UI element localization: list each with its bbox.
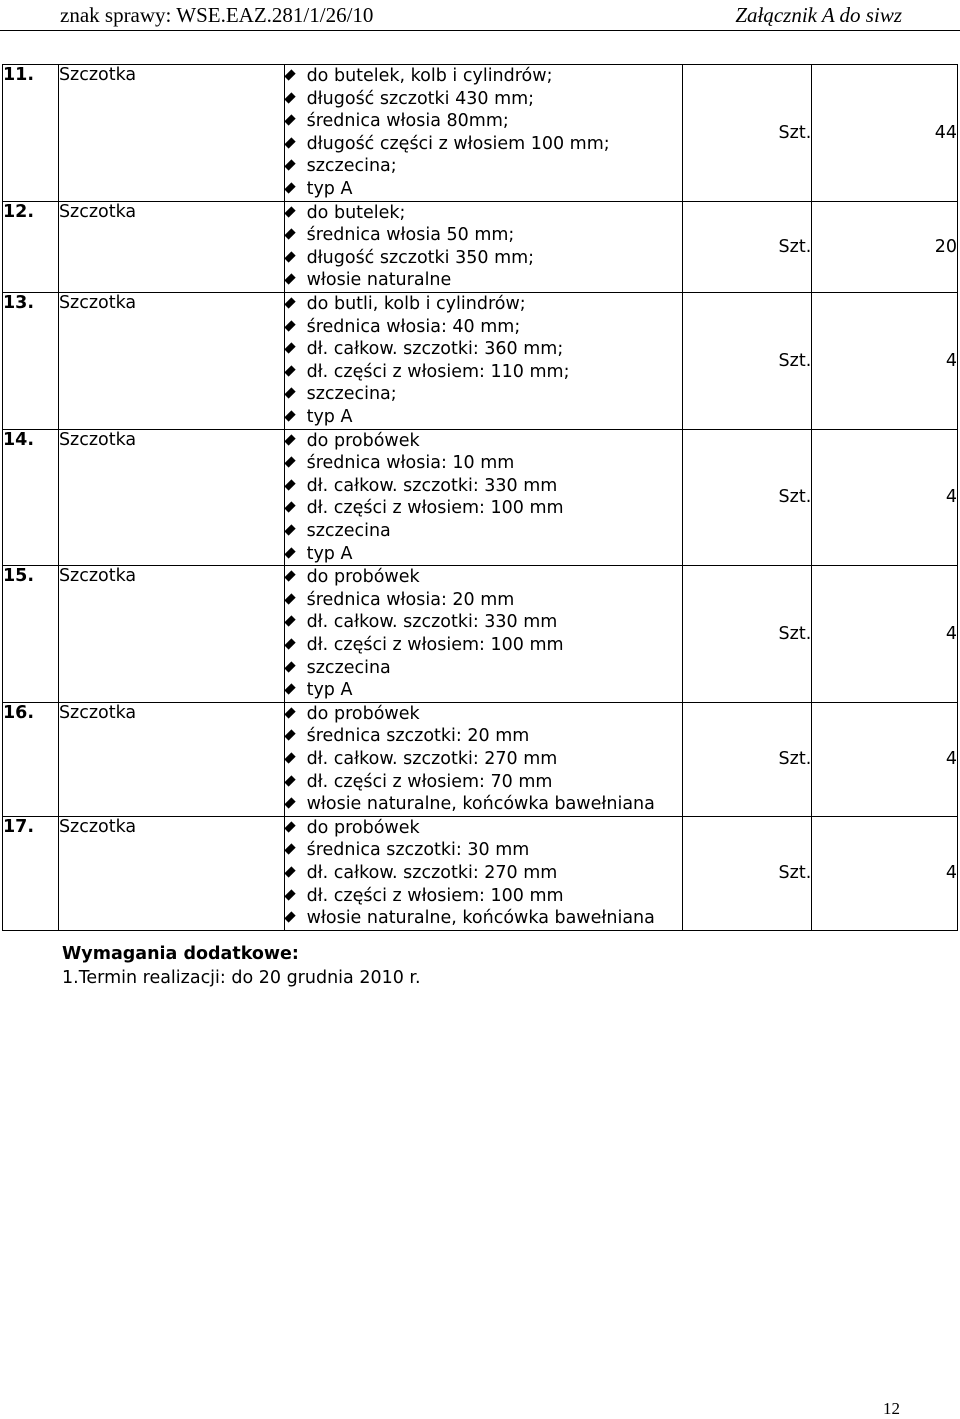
- item-quantity: 4: [812, 702, 958, 816]
- diamond-bullet-icon: [284, 343, 295, 354]
- diamond-bullet-icon: [284, 160, 295, 171]
- item-specs: [284, 292, 682, 429]
- item-quantity: 4: [812, 566, 958, 703]
- spec-text: szczecina: [306, 657, 391, 678]
- diamond-bullet-icon: [284, 707, 295, 718]
- spec-text: dł. całkow. szczotki: 330 mm: [306, 612, 558, 633]
- spec-text: średnica włosia: 10 mm: [306, 453, 515, 474]
- diamond-bullet-icon: [284, 115, 295, 126]
- spec-line: [285, 589, 682, 612]
- item-name: Szczotka: [58, 816, 284, 930]
- spec-text: dł. części z włosiem: 100 mm: [306, 634, 564, 655]
- item-number: 15.: [3, 566, 59, 703]
- spec-line: [285, 634, 682, 657]
- item-quantity: 20: [812, 201, 958, 292]
- diamond-bullet-icon: [284, 229, 295, 240]
- diamond-bullet-icon: [284, 365, 295, 376]
- spec-text: typ A: [306, 543, 353, 564]
- diamond-bullet-icon: [284, 274, 295, 285]
- spec-text: włosie naturalne, końcówka bawełniana: [306, 908, 655, 929]
- spec-line: [285, 907, 682, 930]
- item-unit: Szt.: [682, 429, 812, 566]
- table-row: [3, 65, 958, 202]
- page-number: 12: [883, 1399, 900, 1418]
- spec-text: średnica szczotki: 20 mm: [306, 726, 530, 747]
- diamond-bullet-icon: [284, 69, 295, 80]
- spec-text: długość szczotki 350 mm;: [306, 247, 535, 268]
- spec-line: [285, 361, 682, 384]
- spec-line: [285, 793, 682, 816]
- item-unit: Szt.: [682, 566, 812, 703]
- spec-text: długość części z włosiem 100 mm;: [306, 133, 610, 154]
- spec-line: [285, 65, 682, 88]
- spec-line: [285, 224, 682, 247]
- item-name: Szczotka: [58, 429, 284, 566]
- table-row: [3, 429, 958, 566]
- spec-text: średnica włosia: 20 mm: [306, 589, 515, 610]
- spec-text: włosie naturalne: [306, 270, 452, 291]
- spec-line: [285, 748, 682, 771]
- item-unit: Szt.: [682, 65, 812, 202]
- item-quantity: 4: [812, 429, 958, 566]
- spec-text: dł. części z włosiem: 100 mm: [306, 498, 564, 519]
- item-name: Szczotka: [58, 65, 284, 202]
- item-number: 13.: [3, 292, 59, 429]
- diamond-bullet-icon: [284, 251, 295, 262]
- spec-text: do probówek: [306, 567, 420, 588]
- item-specs: [284, 566, 682, 703]
- diamond-bullet-icon: [284, 320, 295, 331]
- spec-line: [285, 430, 682, 453]
- spec-text: średnica włosia 80mm;: [306, 111, 509, 132]
- additional-requirements: [62, 942, 421, 990]
- spec-line: [285, 817, 682, 840]
- diamond-bullet-icon: [284, 137, 295, 148]
- diamond-bullet-icon: [284, 797, 295, 808]
- diamond-bullet-icon: [284, 889, 295, 900]
- spec-line: [285, 88, 682, 111]
- spec-text: do butelek;: [306, 202, 406, 223]
- diamond-bullet-icon: [284, 911, 295, 922]
- spec-line: [285, 110, 682, 133]
- spec-line: [285, 839, 682, 862]
- item-number: 11.: [3, 65, 59, 202]
- spec-text: średnica szczotki: 30 mm: [306, 840, 530, 861]
- spec-text: typ A: [306, 680, 353, 701]
- spec-line: [285, 520, 682, 543]
- items-table-body: [3, 65, 958, 931]
- diamond-bullet-icon: [284, 297, 295, 308]
- item-number: 14.: [3, 429, 59, 566]
- table-row: [3, 566, 958, 703]
- diamond-bullet-icon: [284, 524, 295, 535]
- spec-line: [285, 452, 682, 475]
- spec-text: dł. części z włosiem: 70 mm: [306, 771, 553, 792]
- spec-line: [285, 862, 682, 885]
- spec-line: [285, 566, 682, 589]
- table-row: [3, 816, 958, 930]
- spec-line: [285, 725, 682, 748]
- attachment-label: Załącznik A do siwz: [735, 3, 902, 27]
- spec-text: typ A: [306, 406, 353, 427]
- diamond-bullet-icon: [284, 479, 295, 490]
- diamond-bullet-icon: [284, 752, 295, 763]
- item-unit: Szt.: [682, 702, 812, 816]
- spec-line: [285, 269, 682, 292]
- spec-line: [285, 679, 682, 702]
- spec-line: [285, 247, 682, 270]
- requirement-deadline: 1.Termin realizacji: do 20 grudnia 2010 r.: [62, 968, 421, 988]
- spec-text: dł. całkow. szczotki: 270 mm: [306, 862, 558, 883]
- diamond-bullet-icon: [284, 844, 295, 855]
- spec-text: włosie naturalne, końcówka bawełniana: [306, 794, 655, 815]
- spec-text: dł. całkow. szczotki: 270 mm: [306, 748, 558, 769]
- spec-line: [285, 703, 682, 726]
- spec-line: [285, 771, 682, 794]
- diamond-bullet-icon: [284, 206, 295, 217]
- diamond-bullet-icon: [284, 457, 295, 468]
- item-number: 16.: [3, 702, 59, 816]
- spec-text: dł. całkow. szczotki: 330 mm: [306, 475, 558, 496]
- item-specs: [284, 65, 682, 202]
- spec-line: [285, 611, 682, 634]
- spec-text: do probówek: [306, 703, 420, 724]
- spec-text: do butelek, kolb i cylindrów;: [306, 66, 553, 86]
- item-quantity: 4: [812, 292, 958, 429]
- spec-text: szczecina;: [306, 384, 397, 405]
- diamond-bullet-icon: [284, 616, 295, 627]
- item-specs: [284, 816, 682, 930]
- spec-text: do butli, kolb i cylindrów;: [306, 293, 526, 314]
- spec-text: do probówek: [306, 430, 420, 451]
- item-name: Szczotka: [58, 566, 284, 703]
- spec-line: [285, 155, 682, 178]
- diamond-bullet-icon: [284, 730, 295, 741]
- diamond-bullet-icon: [284, 182, 295, 193]
- spec-text: średnica włosia 50 mm;: [306, 225, 515, 246]
- item-quantity: 44: [812, 65, 958, 202]
- diamond-bullet-icon: [284, 593, 295, 604]
- item-specs: [284, 201, 682, 292]
- spec-line: [285, 475, 682, 498]
- spec-text: dł. części z włosiem: 100 mm: [306, 885, 564, 906]
- diamond-bullet-icon: [284, 434, 295, 445]
- item-unit: Szt.: [682, 201, 812, 292]
- diamond-bullet-icon: [284, 410, 295, 421]
- spec-text: szczecina: [306, 520, 391, 541]
- diamond-bullet-icon: [284, 638, 295, 649]
- item-name: Szczotka: [58, 292, 284, 429]
- item-number: 12.: [3, 201, 59, 292]
- spec-line: [285, 338, 682, 361]
- item-unit: Szt.: [682, 816, 812, 930]
- item-name: Szczotka: [58, 702, 284, 816]
- diamond-bullet-icon: [284, 547, 295, 558]
- item-number: 17.: [3, 816, 59, 930]
- case-reference: znak sprawy: WSE.EAZ.281/1/26/10: [60, 3, 374, 27]
- diamond-bullet-icon: [284, 661, 295, 672]
- diamond-bullet-icon: [284, 92, 295, 103]
- spec-line: [285, 133, 682, 156]
- items-table: [2, 64, 958, 931]
- spec-text: długość szczotki 430 mm;: [306, 88, 535, 109]
- spec-line: [285, 293, 682, 316]
- item-quantity: 4: [812, 816, 958, 930]
- table-row: [3, 201, 958, 292]
- table-row: [3, 292, 958, 429]
- spec-line: [285, 885, 682, 908]
- diamond-bullet-icon: [284, 683, 295, 694]
- item-unit: Szt.: [682, 292, 812, 429]
- table-row: [3, 702, 958, 816]
- item-name: Szczotka: [58, 201, 284, 292]
- page-header: [0, 0, 960, 31]
- spec-text: szczecina;: [306, 156, 397, 177]
- additional-requirements-title: Wymagania dodatkowe:: [62, 944, 299, 964]
- spec-line: [285, 383, 682, 406]
- spec-text: typ A: [306, 178, 353, 199]
- diamond-bullet-icon: [284, 821, 295, 832]
- spec-line: [285, 406, 682, 429]
- item-specs: [284, 702, 682, 816]
- item-specs: [284, 429, 682, 566]
- spec-text: średnica włosia: 40 mm;: [306, 316, 521, 337]
- diamond-bullet-icon: [284, 502, 295, 513]
- diamond-bullet-icon: [284, 571, 295, 582]
- diamond-bullet-icon: [284, 388, 295, 399]
- diamond-bullet-icon: [284, 866, 295, 877]
- spec-line: [285, 543, 682, 566]
- diamond-bullet-icon: [284, 775, 295, 786]
- spec-line: [285, 497, 682, 520]
- spec-line: [285, 657, 682, 680]
- spec-line: [285, 202, 682, 225]
- spec-line: [285, 178, 682, 201]
- spec-text: do probówek: [306, 817, 420, 838]
- spec-text: dł. całkow. szczotki: 360 mm;: [306, 339, 564, 360]
- spec-text: dł. części z włosiem: 110 mm;: [306, 361, 570, 382]
- spec-line: [285, 316, 682, 339]
